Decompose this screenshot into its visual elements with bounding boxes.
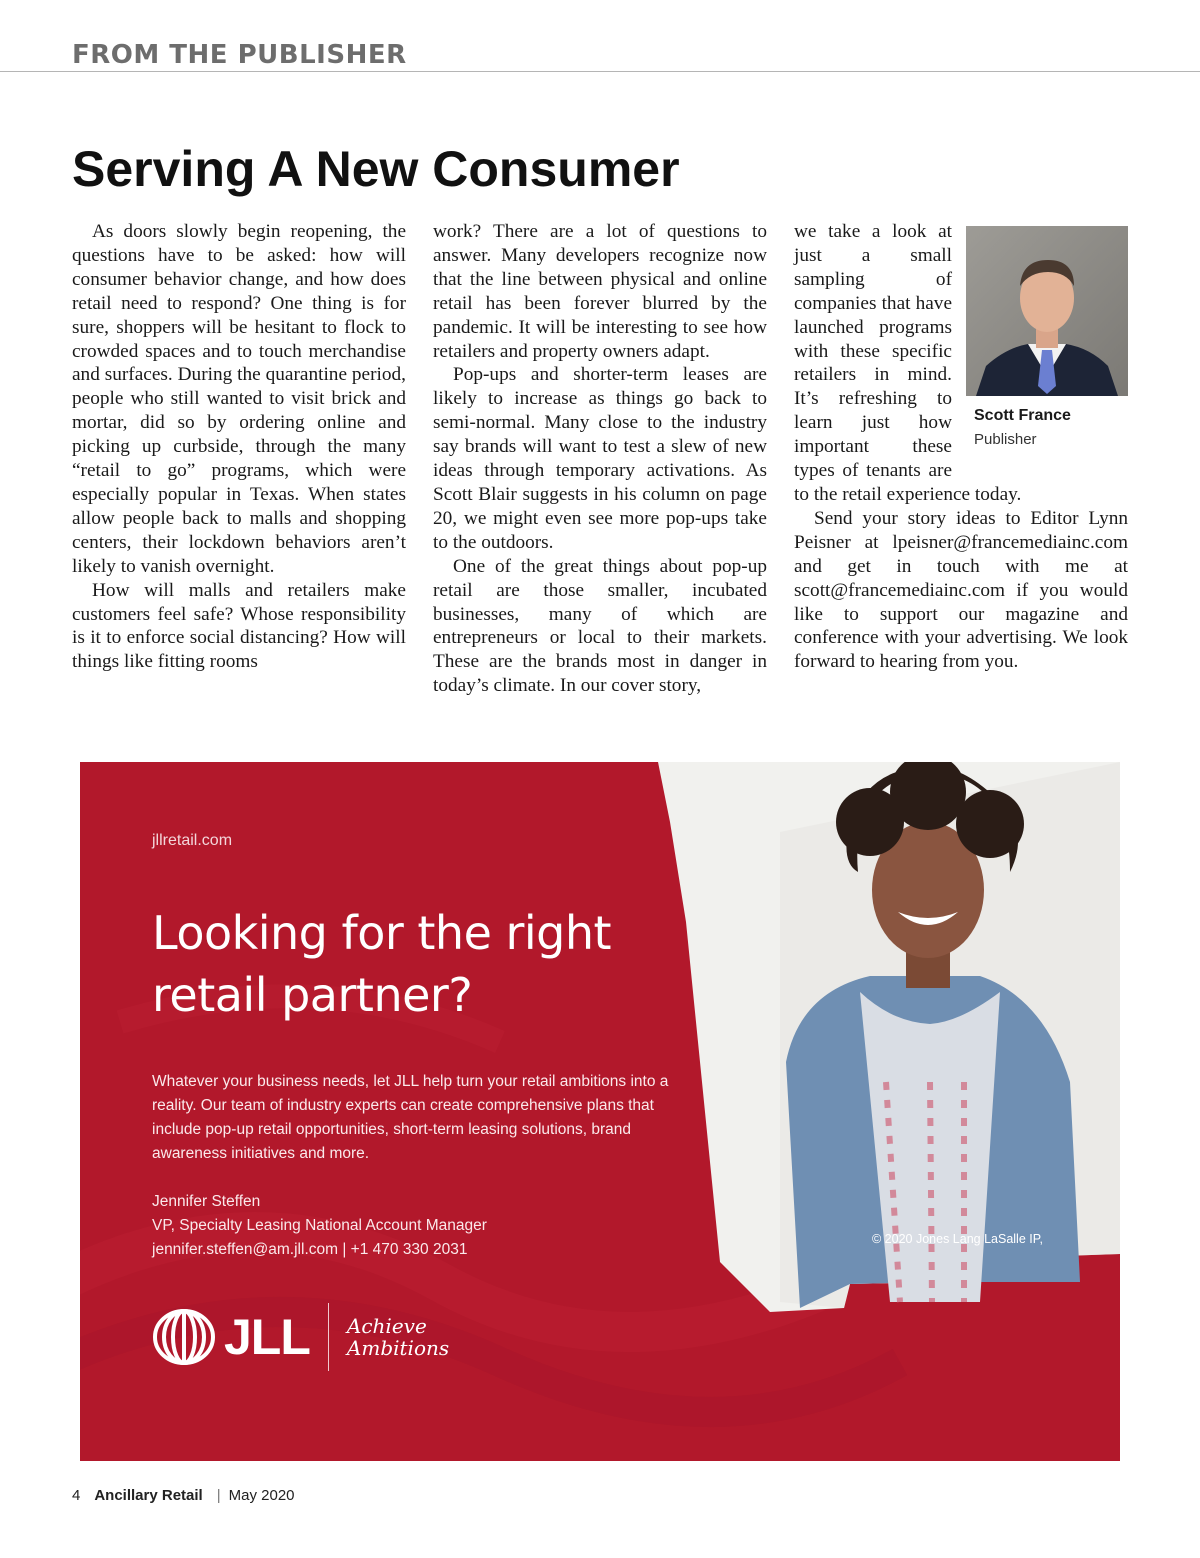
publication-name: Ancillary Retail <box>94 1487 203 1504</box>
ad-headline-line-2: retail partner? <box>152 968 473 1022</box>
ad-contact-name: Jennifer Steffen <box>152 1193 261 1210</box>
article-column-3 <box>794 220 1128 674</box>
issue-date: May 2020 <box>228 1487 295 1504</box>
author-title: Publisher <box>974 430 1037 448</box>
ad-headline-line-1: Looking for the right <box>152 906 612 960</box>
author-name: Scott France <box>974 407 1071 424</box>
author-photo <box>966 226 1128 396</box>
author-photo-block <box>966 226 1128 466</box>
ad-headline <box>152 902 672 1026</box>
ad-copyright: © 2020 Jones Lang LaSalle IP, <box>872 1232 1043 1246</box>
article-paragraph: Send your story ideas to Editor Lynn Peisner at lpeisner@francemediainc.com and get in touch with me at scott@francemediainc.com if you would like to support our magazine and conference with your advertising. We look forward to hearing from you. <box>794 507 1128 673</box>
logo-divider <box>328 1303 329 1371</box>
ad-contact-title: VP, Specialty Leasing National Account Manager <box>152 1217 487 1234</box>
jll-advertisement <box>80 762 1120 1461</box>
section-divider <box>0 71 1200 72</box>
article-paragraph: How will malls and retailers make customers feel safe? Whose responsibility is it to enforce social distancing? How will things like fitting rooms <box>72 579 406 673</box>
jll-tagline-line-1: Achieve <box>346 1314 427 1338</box>
jll-logo-icon <box>152 1309 216 1365</box>
article-column-2 <box>433 220 767 698</box>
ad-body-text: Whatever your business needs, let JLL help turn your retail ambitions into a reality. Our team of industry experts can create comprehensive plans that include pop-up retail opportunities, short-term leasing solutions, brand awareness initiatives and more. <box>152 1073 669 1162</box>
footer-separator: | <box>216 1487 221 1504</box>
article-headline: Serving A New Consumer <box>72 141 680 197</box>
ad-contact-info: jennifer.steffen@am.jll.com | +1 470 330 2031 <box>152 1241 468 1258</box>
jll-logo <box>152 1309 450 1365</box>
article-paragraph: One of the great things about pop-up retail are those smaller, incubated businesses, many of which are entrepreneurs or local to their markets. These are the brands most in danger in today’s climate. In our cover story, <box>433 555 767 697</box>
ad-contact-block <box>152 1190 672 1262</box>
article-paragraph: As doors slowly begin reopening, the questions have to be asked: how will consumer behavior change, and how does retail need to respond? One thing is for sure, shoppers will be hesitant to flock to crowded spaces and to touch merchandise and surfaces. During the quarantine period, people who still wanted to visit brick and mortar, did so by ordering online and picking up curbside, through the many “retail to go” programs, which were especially popular in Texas. When states allow people back to malls and shopping centers, their lockdown behaviors aren’t likely to vanish overnight. <box>72 221 406 577</box>
article-paragraph: we take a look at just a small sampling of companies that have launched programs with these specific retailers in mind. It’s refreshing to learn just how important these types of tenants are to the retail experience today. <box>794 221 1022 505</box>
section-label: FROM THE PUBLISHER <box>72 40 407 70</box>
jll-logo-text: JLL <box>224 1309 310 1365</box>
article-paragraph: work? There are a lot of questions to answer. Many developers recognize now that the line between physical and online retail has been forever blurred by the pandemic. It will be interesting to see how retailers and property owners adapt. <box>433 221 767 362</box>
jll-tagline <box>347 1315 449 1359</box>
page-number: 4 <box>72 1487 81 1504</box>
article-paragraph: Pop-ups and shorter-term leases are likely to increase as things go back to semi-normal. Many close to the industry say brands will want to test a slew of new ideas through temporary activations. As Scott Blair suggests in his column on page 20, we might even see more pop-ups take to the outdoors. <box>433 364 767 553</box>
page-footer <box>72 1487 295 1504</box>
ad-url: jllretail.com <box>152 832 233 849</box>
jll-tagline-line-2: Ambitions <box>346 1336 450 1360</box>
article-column-1 <box>72 220 406 674</box>
